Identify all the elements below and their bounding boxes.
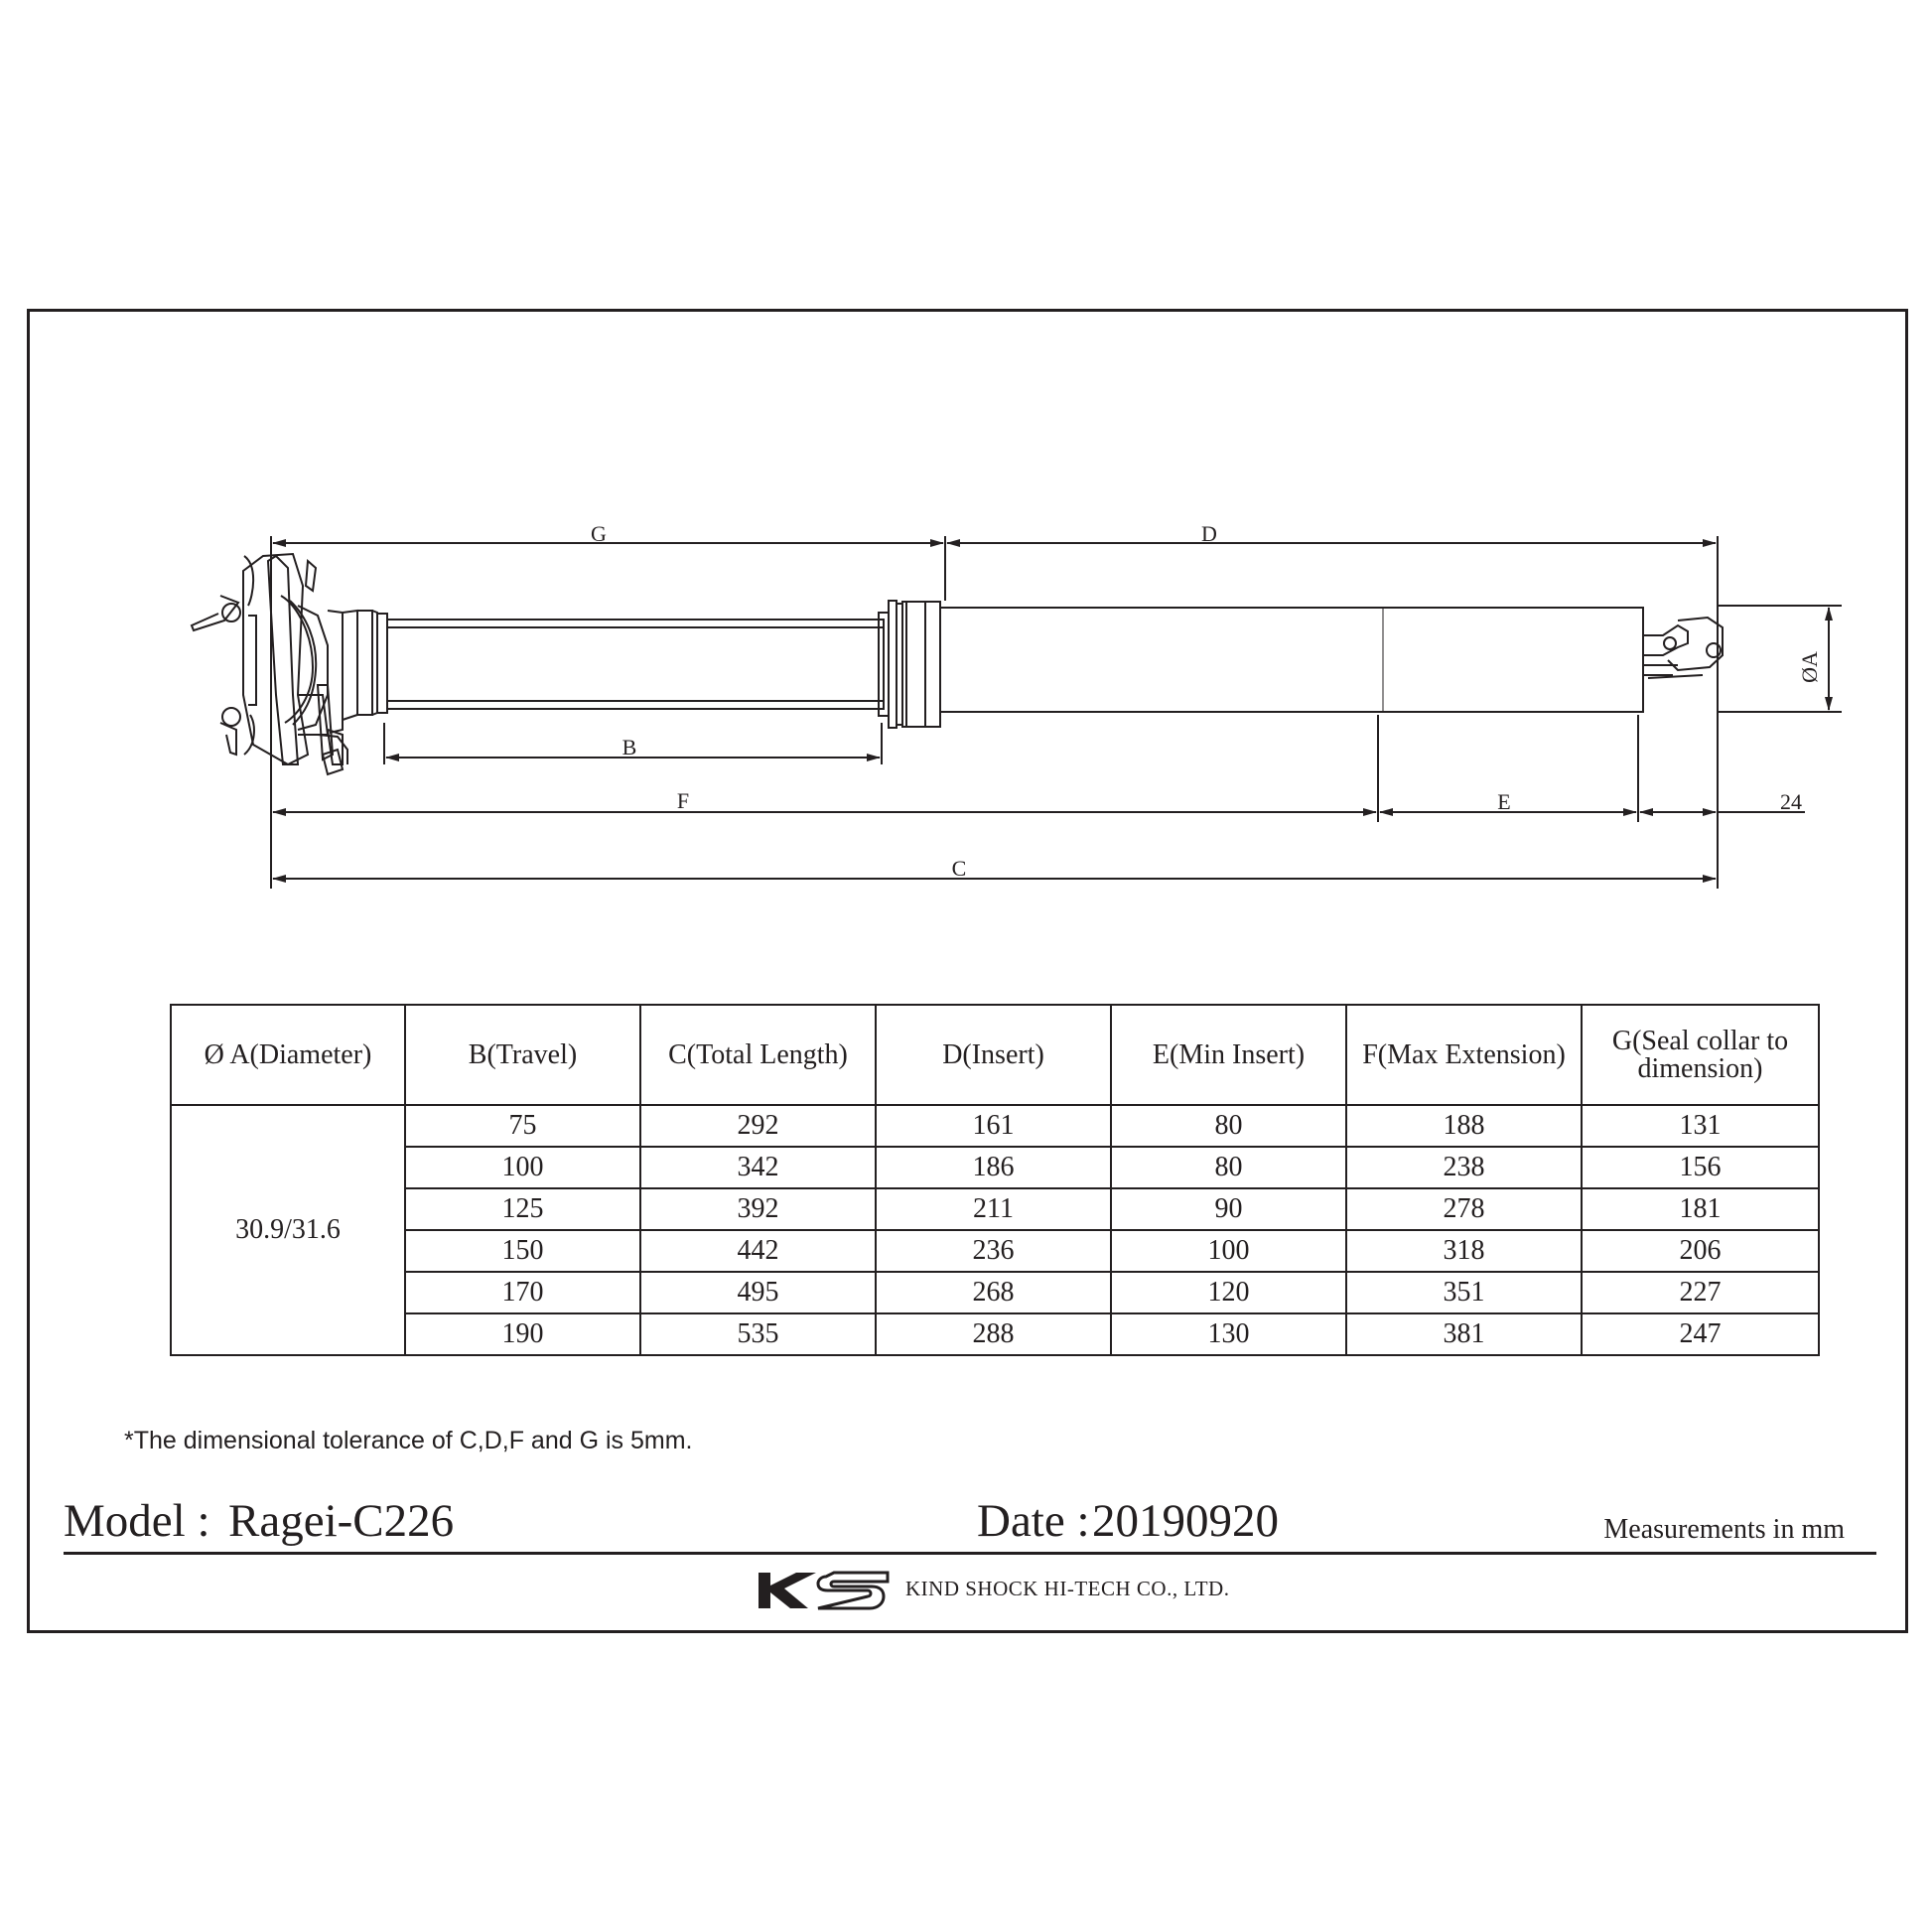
- table-cell: 292: [640, 1105, 876, 1147]
- table-row: [171, 1188, 1819, 1230]
- units-note: Measurements in mm: [1603, 1514, 1845, 1545]
- cable-actuator: [1643, 618, 1723, 678]
- table-cell: 120: [1111, 1272, 1346, 1313]
- table-cell: 125: [405, 1188, 640, 1230]
- tolerance-note: *The dimensional tolerance of C,D,F and G is 5mm.: [124, 1427, 693, 1454]
- table-cell: 442: [640, 1230, 876, 1272]
- table-cell: 342: [640, 1147, 876, 1188]
- dimension-label-g: G: [591, 521, 607, 546]
- table-cell: 156: [1582, 1147, 1819, 1188]
- table-cell: 206: [1582, 1230, 1819, 1272]
- table-cell: 130: [1111, 1313, 1346, 1355]
- table-cell: 392: [640, 1188, 876, 1230]
- table-cell: 181: [1582, 1188, 1819, 1230]
- footer: [757, 1571, 1230, 1610]
- header-seal-collar: G(Seal collar to dimension): [1582, 1005, 1819, 1105]
- table-cell: 75: [405, 1105, 640, 1147]
- title-divider: [64, 1552, 1876, 1555]
- table-cell: 247: [1582, 1313, 1819, 1355]
- date-label: Date :: [977, 1495, 1090, 1547]
- table-cell: 90: [1111, 1188, 1346, 1230]
- table-row: [171, 1230, 1819, 1272]
- table-cell: 238: [1346, 1147, 1582, 1188]
- dimension-label-c: C: [951, 856, 967, 881]
- table-cell: 190: [405, 1313, 640, 1355]
- table-cell: 278: [1346, 1188, 1582, 1230]
- table-cell: 170: [405, 1272, 640, 1313]
- table-cell: 100: [1111, 1230, 1346, 1272]
- title-block: [64, 1494, 1876, 1554]
- table-cell: 227: [1582, 1272, 1819, 1313]
- model-label: Model :: [64, 1495, 210, 1547]
- table-cell: 186: [876, 1147, 1111, 1188]
- table-cell: 268: [876, 1272, 1111, 1313]
- header-travel: B(Travel): [405, 1005, 640, 1105]
- upper-tube: [377, 614, 884, 713]
- dimension-spec-table: [170, 1004, 1820, 1356]
- company-name: KIND SHOCK HI-TECH CO., LTD.: [905, 1577, 1230, 1600]
- lower-tube: [940, 608, 1643, 712]
- table-row: [171, 1105, 1819, 1147]
- table-cell: 161: [876, 1105, 1111, 1147]
- table-cell: 131: [1582, 1105, 1819, 1147]
- header-insert: D(Insert): [876, 1005, 1111, 1105]
- dimension-label-b: B: [621, 735, 637, 759]
- header-total-length: C(Total Length): [640, 1005, 876, 1105]
- dimension-label-24: 24: [1780, 789, 1802, 814]
- header-max-extension: F(Max Extension): [1346, 1005, 1582, 1105]
- ks-logo-icon: [757, 1571, 892, 1610]
- table-cell: 535: [640, 1313, 876, 1355]
- dimension-label-e: E: [1497, 789, 1511, 814]
- table-row: [171, 1147, 1819, 1188]
- header-diameter: Ø A(Diameter): [171, 1005, 405, 1105]
- table-cell: 381: [1346, 1313, 1582, 1355]
- table-cell: 495: [640, 1272, 876, 1313]
- table-header-row: [171, 1005, 1819, 1105]
- dimension-label-f: F: [676, 788, 690, 813]
- table-cell: 100: [405, 1147, 640, 1188]
- seal-collar: [879, 601, 940, 728]
- saddle-clamp-head: [192, 554, 377, 774]
- table-cell: 211: [876, 1188, 1111, 1230]
- table-cell: 288: [876, 1313, 1111, 1355]
- model-value: Ragei-C226: [228, 1495, 455, 1547]
- table-cell: 80: [1111, 1147, 1346, 1188]
- table-cell: 80: [1111, 1105, 1346, 1147]
- table-row: [171, 1272, 1819, 1313]
- table-cell: 150: [405, 1230, 640, 1272]
- dimension-label-d: D: [1201, 521, 1217, 546]
- table-cell: 351: [1346, 1272, 1582, 1313]
- table-row: [171, 1313, 1819, 1355]
- table-cell: 188: [1346, 1105, 1582, 1147]
- header-min-insert: E(Min Insert): [1111, 1005, 1346, 1105]
- dimension-label-diameter: ØA: [1797, 651, 1822, 683]
- diameter-cell: 30.9/31.6: [171, 1105, 405, 1355]
- date-value: 20190920: [1092, 1495, 1279, 1547]
- table-cell: 236: [876, 1230, 1111, 1272]
- table-cell: 318: [1346, 1230, 1582, 1272]
